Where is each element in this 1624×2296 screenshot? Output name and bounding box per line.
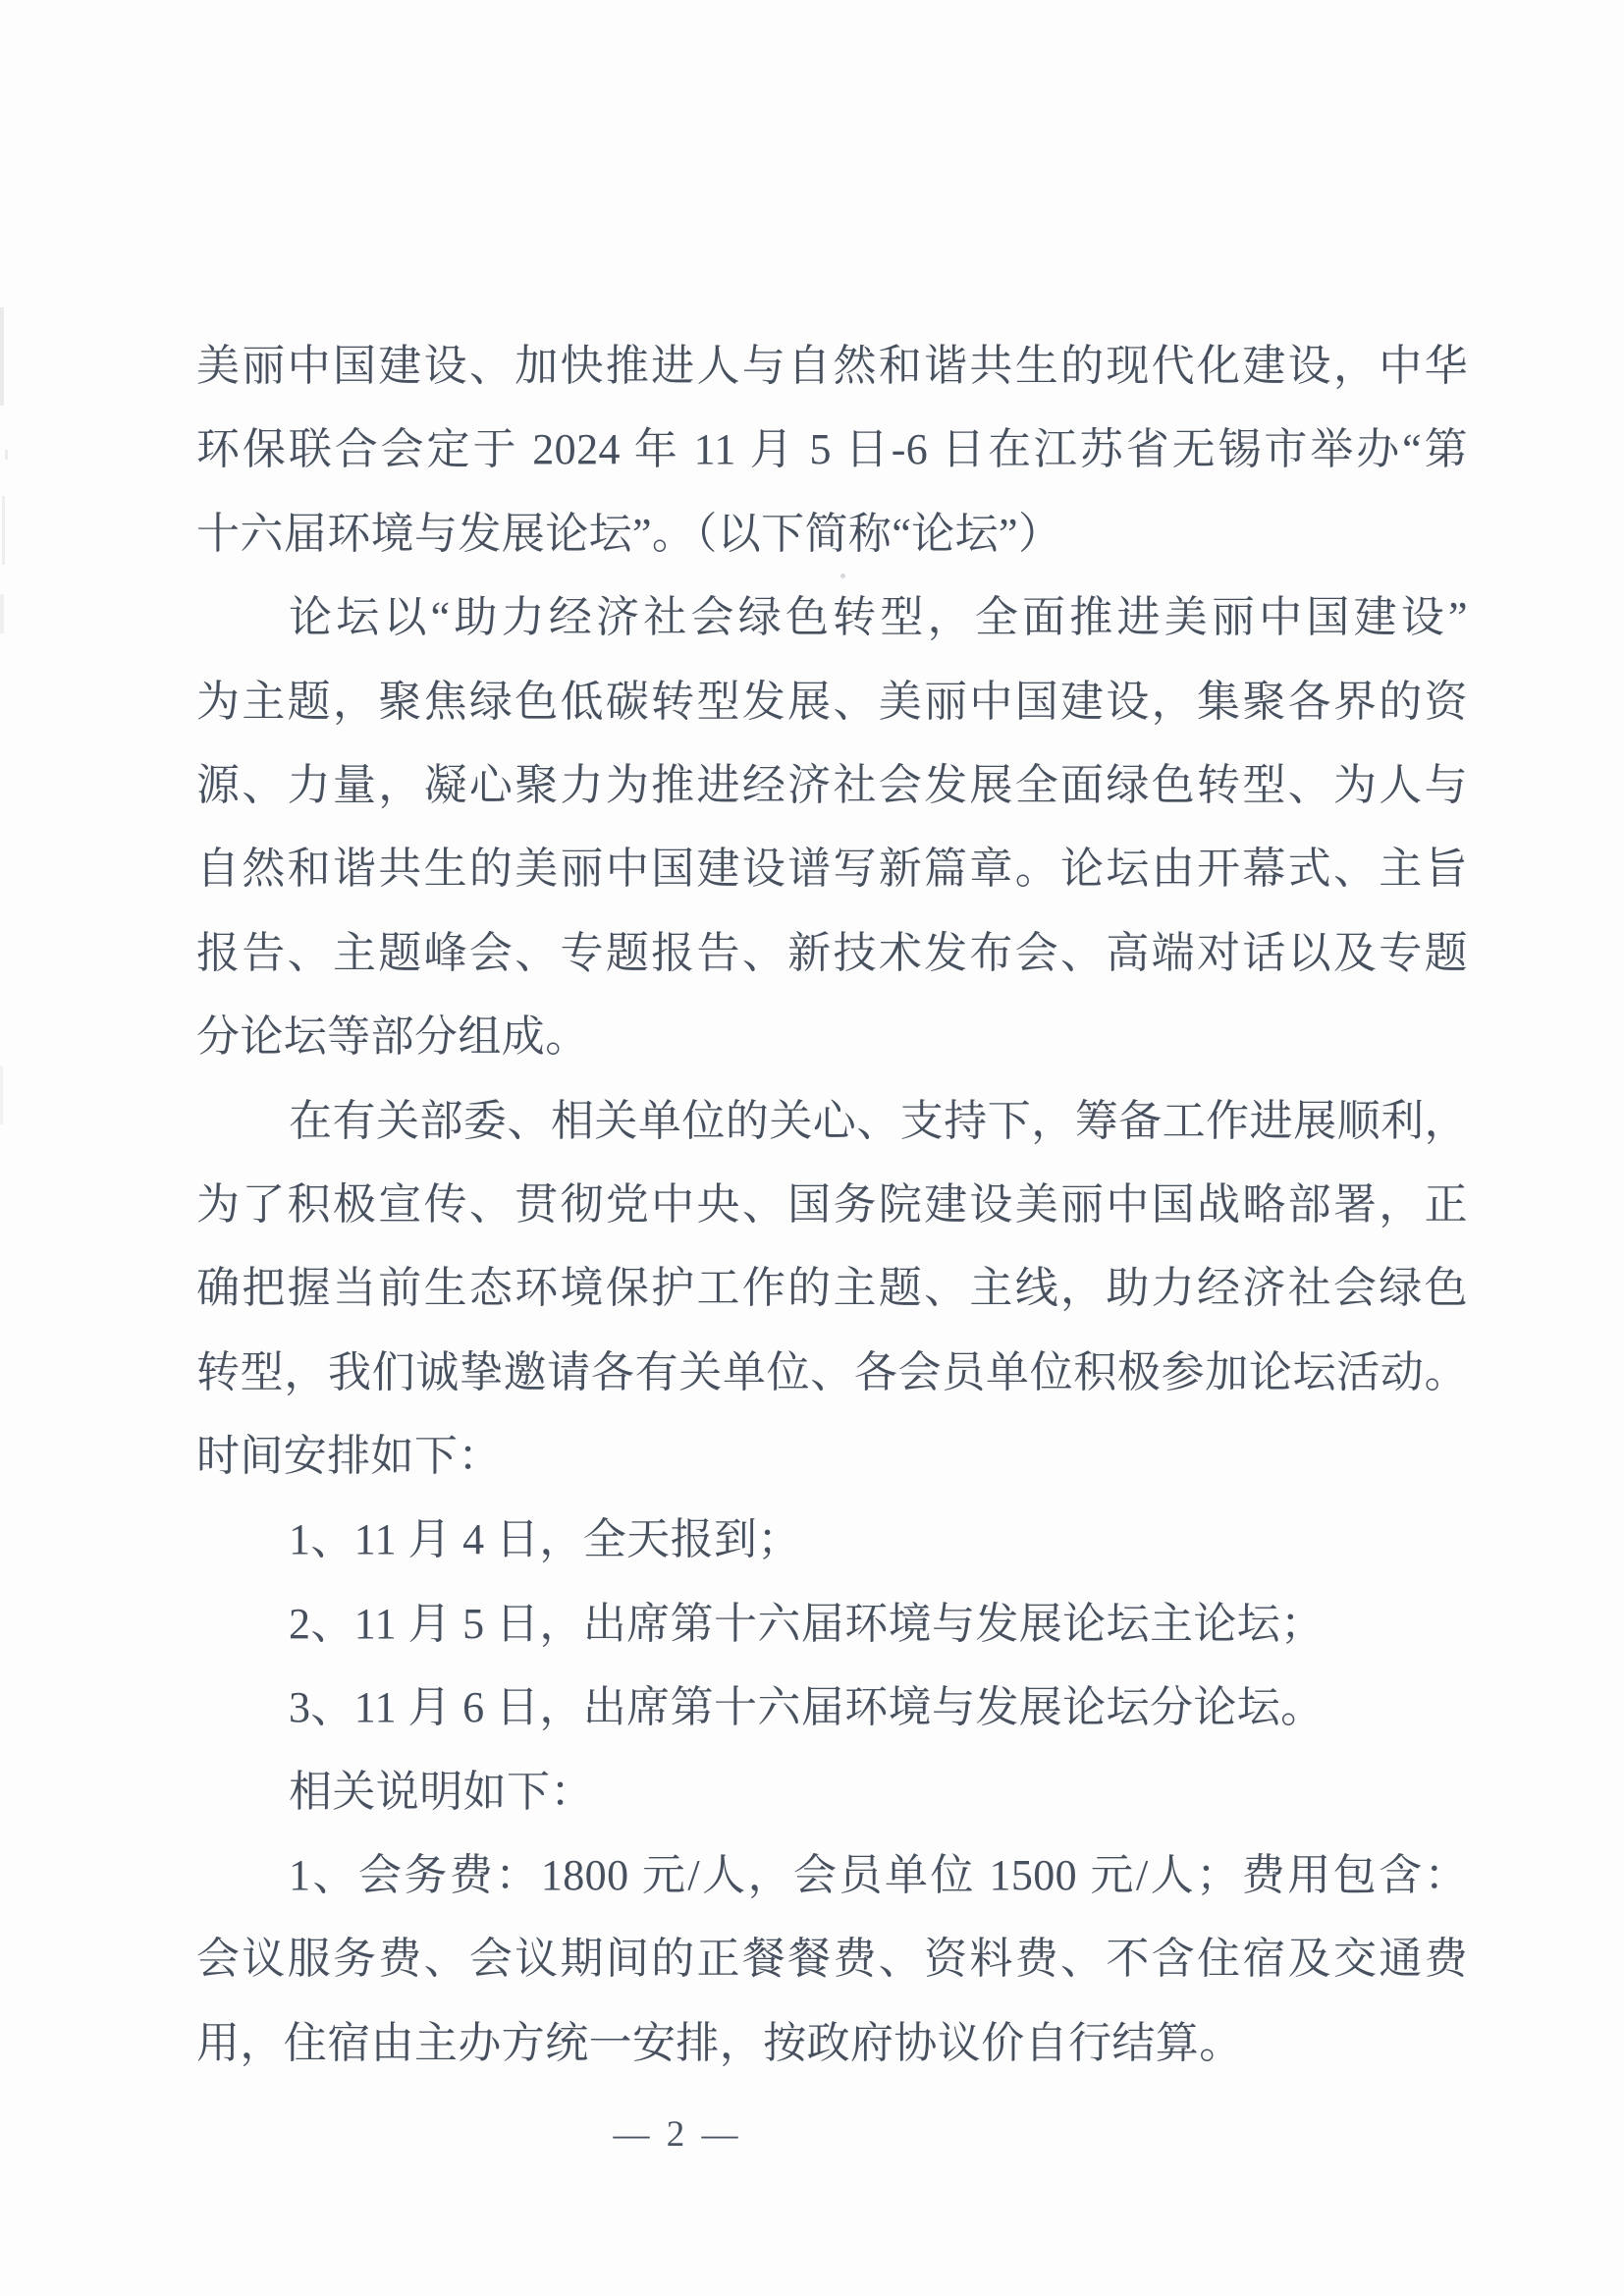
doc-line: 报告、主题峰会、专题报告、新技术发布会、高端对话以及专题: [196, 928, 1468, 977]
scan-edge-artifact: [0, 307, 4, 406]
doc-line: 3、11 月 6 日，出席第十六届环境与发展论坛分论坛。: [289, 1683, 1325, 1732]
doc-line: 美丽中国建设、加快推进人与自然和谐共生的现代化建设，中华: [196, 342, 1468, 390]
doc-line: 用，住宿由主办方统一安排，按政府协议价自行结算。: [196, 2018, 1243, 2067]
scan-edge-artifact: [5, 450, 8, 460]
doc-line: 为了积极宣传、贯彻党中央、国务院建设美丽中国战略部署，正: [196, 1179, 1468, 1229]
doc-line: 论坛以“助力经济社会绿色转型，全面推进美丽中国建设”: [289, 593, 1468, 642]
scan-edge-artifact: [0, 594, 4, 633]
doc-line: 分论坛等部分组成。: [196, 1012, 589, 1062]
doc-line: 环保联合会定于 2024 年 11 月 5 日-6 日在江苏省无锡市举办“第: [196, 425, 1468, 474]
doc-line: 2、11 月 5 日，出席第十六届环境与发展论坛主论坛；: [289, 1599, 1325, 1648]
document-body: [196, 324, 1468, 2085]
doc-line: 在有关部委、相关单位的关心、支持下，筹备工作进展顺利，: [289, 1096, 1468, 1145]
doc-line: 确把握当前生态环境保护工作的主题、主线，助力经济社会绿色: [196, 1264, 1468, 1313]
doc-line: 十六届环境与发展论坛”。（以下简称“论坛”）: [196, 509, 1062, 558]
page-number: — 2 —: [613, 2114, 742, 2155]
doc-line: 1、会务费：1800 元/人，会员单位 1500 元/人；费用包含：: [289, 1851, 1468, 1900]
doc-line: 源、力量，凝心聚力为推进经济社会发展全面绿色转型、为人与: [196, 760, 1468, 809]
doc-line: 转型，我们诚挚邀请各有关单位、各会员单位积极参加论坛活动。: [196, 1347, 1468, 1396]
doc-line: 会议服务费、会议期间的正餐餐费、资料费、不含住宿及交通费: [196, 1935, 1468, 1984]
scan-edge-artifact: [0, 1066, 3, 1124]
doc-line: 时间安排如下：: [196, 1432, 502, 1481]
doc-line: 为主题，聚焦绿色低碳转型发展、美丽中国建设，集聚各界的资: [196, 677, 1468, 726]
scan-edge-artifact: [2, 496, 5, 565]
doc-line: 相关说明如下：: [289, 1767, 594, 1816]
doc-line: 1、11 月 4 日，全天报到；: [289, 1515, 801, 1564]
doc-line: 自然和谐共生的美丽中国建设谱写新篇章。论坛由开幕式、主旨: [196, 845, 1468, 894]
